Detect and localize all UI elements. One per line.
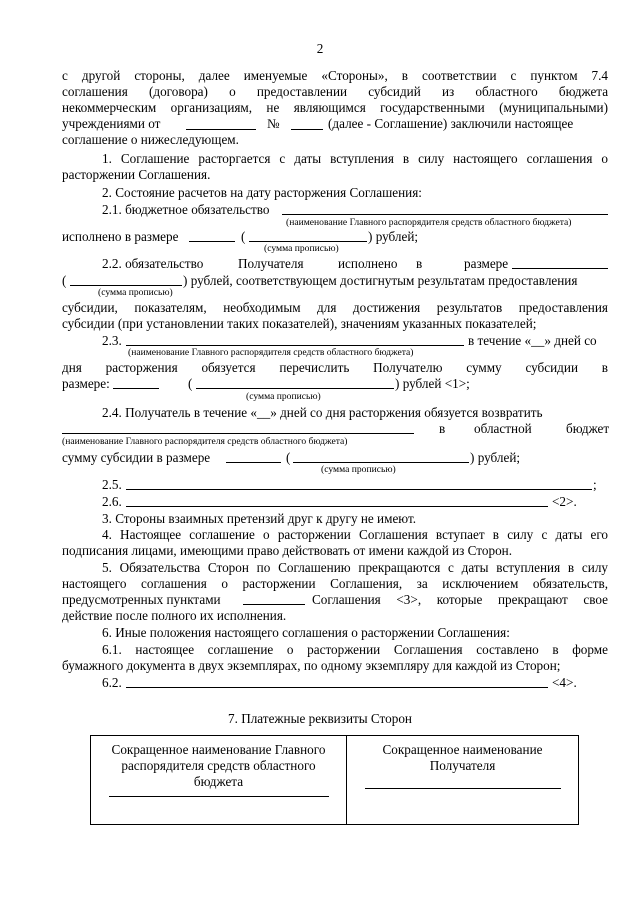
date-blank <box>186 129 256 130</box>
p6-heading: 6. Иные положения настоящего соглашения о расторжении Соглашения: <box>102 625 510 640</box>
p22-w5: размере <box>464 256 509 271</box>
intro-line-4a: учреждениями от <box>62 116 161 131</box>
p21-line-2a: исполнено в размере <box>62 229 179 244</box>
p62-blank <box>126 687 548 688</box>
section-7-title: 7. Платежные реквизиты Сторон <box>228 711 412 726</box>
p21-paren-open: ( <box>241 229 246 244</box>
intro-line-3: некоммерческим организациям, не являющимся государственными (муниципальными) <box>62 100 608 115</box>
requisites-table <box>90 735 579 825</box>
p23-line-2: дня расторжения обязуется перечислить Получателю сумму субсидии в <box>62 360 609 375</box>
p24-w3: бюджет <box>566 421 610 436</box>
p3-text: 3. Стороны взаимных претензий друг к другу не имеют. <box>102 511 417 526</box>
right-signature-blank <box>365 788 561 789</box>
left-heading-line-2: распорядителя средств областного <box>121 758 316 773</box>
p61-line-2: бумажного документа в двух экземплярах, по одному экземпляру для каждой из Сторон; <box>62 658 561 673</box>
p23-blank <box>126 345 464 346</box>
left-signature-blank <box>109 796 329 797</box>
p21-words-blank <box>249 241 367 242</box>
p23-words-blank <box>196 388 394 389</box>
p21-blank <box>282 214 608 215</box>
p24-caption2: (сумма прописью) <box>321 464 396 475</box>
right-heading-line-2: Получателя <box>429 758 496 773</box>
p22-caption: (сумма прописью) <box>98 287 173 298</box>
requisites-right-cell <box>347 736 579 825</box>
p22-w3: исполнено <box>338 256 398 271</box>
p21-label: 2.1. бюджетное обязательство <box>102 202 270 217</box>
p24-w2: областной <box>474 421 532 436</box>
p23-line-3c: ) рублей <1>; <box>395 376 470 391</box>
intro-line-4b: № <box>267 116 280 131</box>
p25-label: 2.5. <box>102 477 122 492</box>
p62-label: 6.2. <box>102 675 122 690</box>
p23-caption: (наименование Главного распорядителя средств областного бюджета) <box>128 347 414 358</box>
p22-words-blank <box>70 285 182 286</box>
p24-caption: (наименование Главного распорядителя средств областного бюджета) <box>62 436 348 447</box>
p1-line-2: расторжении Соглашения. <box>62 167 211 182</box>
p24-line-3a: сумму субсидии в размере <box>62 450 211 465</box>
p23-label: 2.3. <box>102 333 122 348</box>
right-heading-line-1: Сокращенное наименование <box>382 742 543 757</box>
p5-line-4: действие после полного их исполнения. <box>62 608 287 623</box>
p22-line-4: субсидии (при установлении таких показателей), значениям указанных показателей; <box>62 316 537 331</box>
p24-w1: в <box>439 421 446 436</box>
number-blank <box>291 129 323 130</box>
intro-line-1: с другой стороны, далее именуемые «Стороны», в соответствии с пунктом 7.4 <box>62 68 609 83</box>
p24-paren-open: ( <box>286 450 291 465</box>
p23-caption2: (сумма прописью) <box>246 391 321 402</box>
p25-blank <box>126 489 592 490</box>
p5-line-2: настоящего соглашения о расторжении Соглашения, за исключением обязательств, <box>62 576 608 591</box>
p22-w2: Получателя <box>238 256 304 271</box>
p26-label: 2.6. <box>102 494 122 509</box>
p23-tail: в течение «__» дней со <box>468 333 597 348</box>
p62-tail: <4>. <box>552 675 577 690</box>
p22-amount-blank <box>512 268 608 269</box>
p22-line-3: субсидии, показателям, необходимым для достижения результатов предоставления <box>62 300 608 315</box>
p24-words-blank <box>293 462 469 463</box>
p22-paren-open: ( <box>62 273 67 288</box>
p24-line-3c: ) рублей; <box>470 450 521 465</box>
left-heading-line-1: Сокращенное наименование Главного <box>111 742 326 757</box>
p5-points-blank <box>243 604 305 605</box>
p21-amount-blank <box>189 241 235 242</box>
p1-line-1: 1. Соглашение расторгается с даты вступления в силу настоящего соглашения о <box>102 151 608 166</box>
p4-line-2: подписания лицами, имеющими право действовать от имени каждой из Сторон. <box>62 543 513 558</box>
p5-line-3b: Соглашения <3>, которые прекращают свое <box>312 592 608 607</box>
p23-paren-open: ( <box>188 376 193 391</box>
p26-tail: <2>. <box>552 494 577 509</box>
p5-line-1: 5. Обязательства Сторон по Соглашению прекращаются с даты вступления в силу <box>102 560 608 575</box>
p5-line-3a: предусмотренных пунктами <box>62 592 221 607</box>
p24-line-1: 2.4. Получатель в течение «__» дней со дня расторжения обязуется возвратить <box>102 405 543 420</box>
intro-line-5: соглашение о нижеследующем. <box>62 132 239 147</box>
requisites-left-cell <box>91 736 347 825</box>
left-heading-line-3: бюджета <box>193 774 244 789</box>
p21-caption2: (сумма прописью) <box>264 243 339 254</box>
p24-blank <box>62 433 414 434</box>
p22-line-2b: ) рублей, соответствующем достигнутым результатам предоставления <box>183 273 578 288</box>
page-number: 2 <box>316 41 324 56</box>
p22-w4: в <box>416 256 423 271</box>
intro-line-2: соглашения (договора) о предоставлении субсидий из областного бюджета <box>62 84 609 99</box>
p21-line-2c: ) рублей; <box>368 229 419 244</box>
p61-line-1: 6.1. настоящее соглашение о расторжении Соглашения составлено в форме <box>102 642 608 657</box>
intro-line-4c: (далее - Соглашение) заключили настоящее <box>328 116 574 131</box>
p23-line-3a: размере: <box>62 376 110 391</box>
p4-line-1: 4. Настоящее соглашение о расторжении Соглашения вступает в силу с даты его <box>102 527 608 542</box>
p22-w1: 2.2. обязательство <box>102 256 204 271</box>
p23-amount-blank <box>113 388 159 389</box>
p2-heading: 2. Состояние расчетов на дату расторжения Соглашения: <box>102 185 422 200</box>
p24-amount-blank <box>226 462 281 463</box>
p26-blank <box>126 506 548 507</box>
p25-tail: ; <box>593 477 597 492</box>
p21-caption: (наименование Главного распорядителя средств областного бюджета) <box>286 217 572 228</box>
